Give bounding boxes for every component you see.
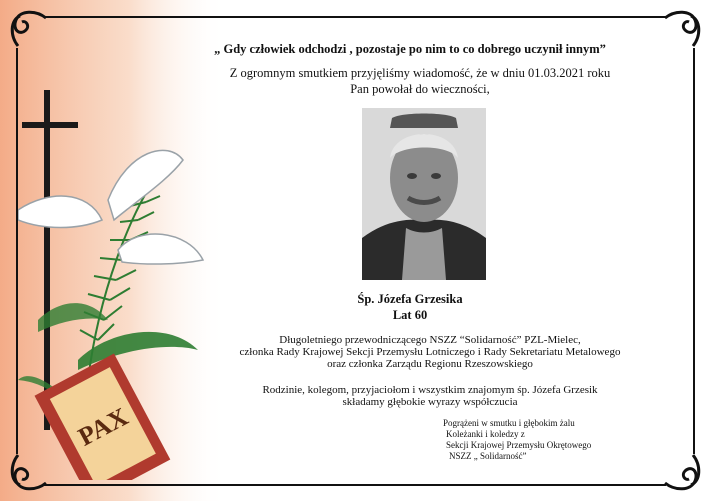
signature-line-4: NSZZ „ Solidarność” (449, 451, 527, 461)
portrait-photo (362, 108, 486, 280)
announcement-line-2: Pan powołał do wieczności, (350, 82, 490, 96)
frame-bottom-line (44, 484, 666, 486)
frame-top-line (44, 16, 666, 18)
bio-line-3: oraz członka Zarządu Regionu Rzeszowskiego (327, 358, 533, 370)
cross-icon-horizontal (22, 122, 78, 128)
deceased-age: Lat 60 (392, 308, 428, 322)
corner-ornament-top-left (6, 6, 50, 50)
memorial-quote: „ Gdy człowiek odchodzi , pozostaje po nim to co dobrego uczynił innym” (214, 42, 606, 56)
signature-line-2: Koleżanki i koledzy z (446, 429, 525, 439)
deceased-name: Śp. Józefa Grzesika (357, 292, 463, 306)
signature-line-3: Sekcji Krajowej Przemysłu Okrętowego (446, 440, 592, 450)
funeral-illustration (18, 80, 218, 480)
corner-ornament-bottom-right (661, 451, 705, 495)
book-label: PAX (73, 401, 133, 452)
frame-right-line (693, 48, 695, 454)
condolence-line-1: Rodzinie, kolegom, przyjaciołom i wszystkim znajomym śp. Józefa Grzesik (262, 384, 598, 396)
bio-line-1: Długoletniego przewodniczącego NSZZ “Solidarność” PZL-Mielec, (279, 334, 581, 346)
pax-book-icon (35, 354, 171, 480)
bio-line-2: członka Rady Krajowej Sekcji Przemysłu Lotniczego i Rady Sekretariatu Metalowego (239, 346, 621, 358)
announcement-line-1: Z ogromnym smutkiem przyjęliśmy wiadomość, że w dniu 01.03.2021 roku (229, 66, 611, 80)
signature-line-1: Pogrążeni w smutku i głębokim żalu (443, 418, 575, 428)
condolence-line-2: składamy głębokie wyrazy współczucia (342, 396, 518, 408)
cross-icon-vertical (44, 90, 50, 430)
